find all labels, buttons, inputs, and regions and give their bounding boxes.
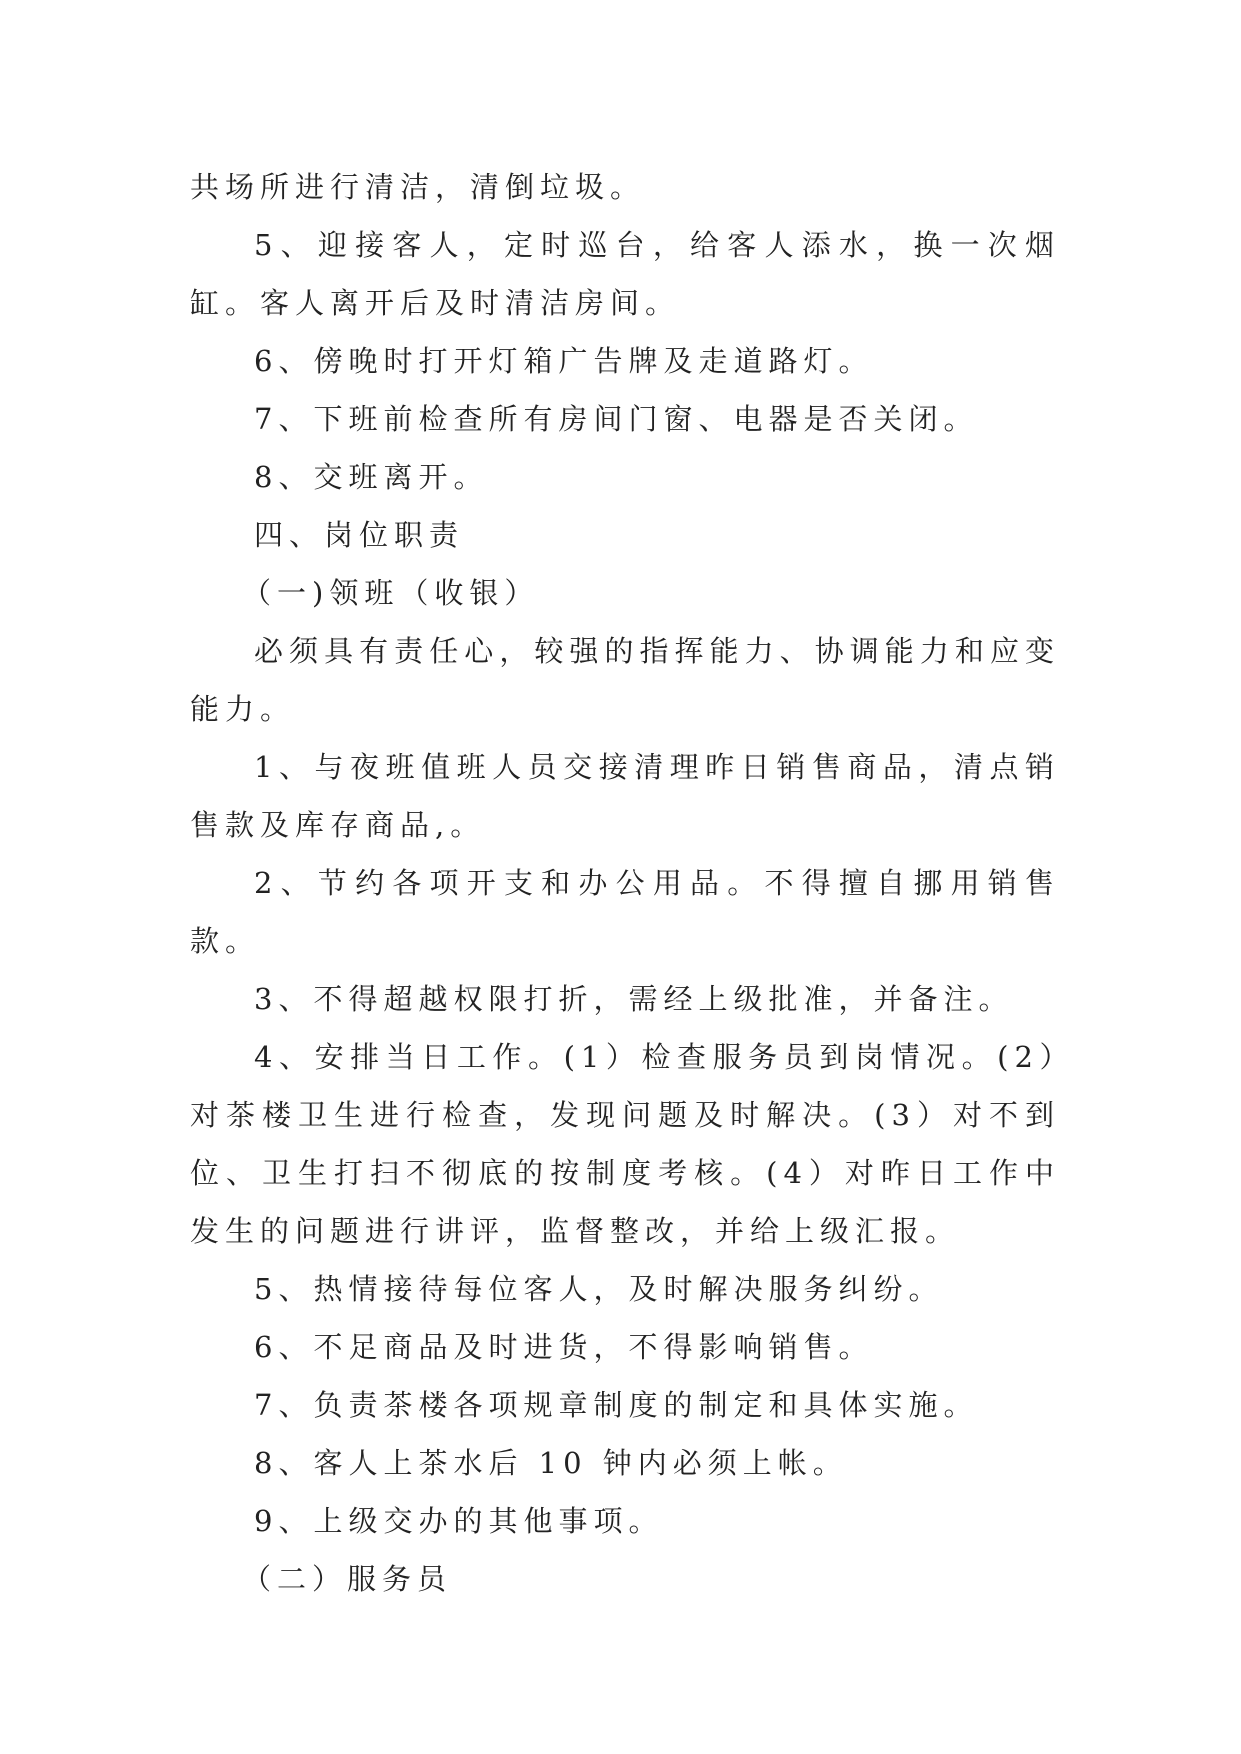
section-heading: 四、岗位职责 [254, 518, 465, 552]
paragraph: 8、交班离开。 [254, 460, 489, 494]
paragraph: 6、傍晚时打开灯箱广告牌及走道路灯。 [254, 344, 874, 378]
paragraph: 共场所进行清洁，清倒垃圾。 [190, 170, 646, 204]
subsection-heading: （二）服务员 [242, 1562, 453, 1596]
paragraph: 4、安排当日工作。(1）检查服务员到岗情况。(2）对茶楼卫生进行检查，发现问题及时解决。(3）对不到位、卫生打扫不彻底的按制度考核。(4）对昨日工作中发生的问题进行讲评，监督整改，并给上级汇报。 [190, 1040, 1060, 1248]
subsection-heading: （一)领班（收银） [242, 576, 540, 610]
paragraph: 5、迎接客人，定时巡台，给客人添水，换一次烟缸。客人离开后及时清洁房间。 [190, 228, 1060, 320]
paragraph: 6、不足商品及时进货，不得影响销售。 [254, 1330, 874, 1364]
paragraph: 3、不得超越权限打折，需经上级批准，并备注。 [254, 982, 1014, 1016]
paragraph: 2、节约各项开支和办公用品。不得擅自挪用销售款。 [190, 866, 1060, 958]
document-body [190, 158, 1060, 1608]
paragraph: 必须具有责任心，较强的指挥能力、协调能力和应变能力。 [190, 634, 1060, 726]
paragraph: 1、与夜班值班人员交接清理昨日销售商品，清点销售款及库存商品,。 [190, 750, 1060, 842]
paragraph: 5、热情接待每位客人，及时解决服务纠纷。 [254, 1272, 944, 1306]
paragraph: 7、下班前检查所有房间门窗、电器是否关闭。 [254, 402, 979, 436]
paragraph: 8、客人上茶水后 10 钟内必须上帐。 [254, 1446, 848, 1480]
paragraph: 9、上级交办的其他事项。 [254, 1504, 664, 1538]
paragraph: 7、负责茶楼各项规章制度的制定和具体实施。 [254, 1388, 979, 1422]
